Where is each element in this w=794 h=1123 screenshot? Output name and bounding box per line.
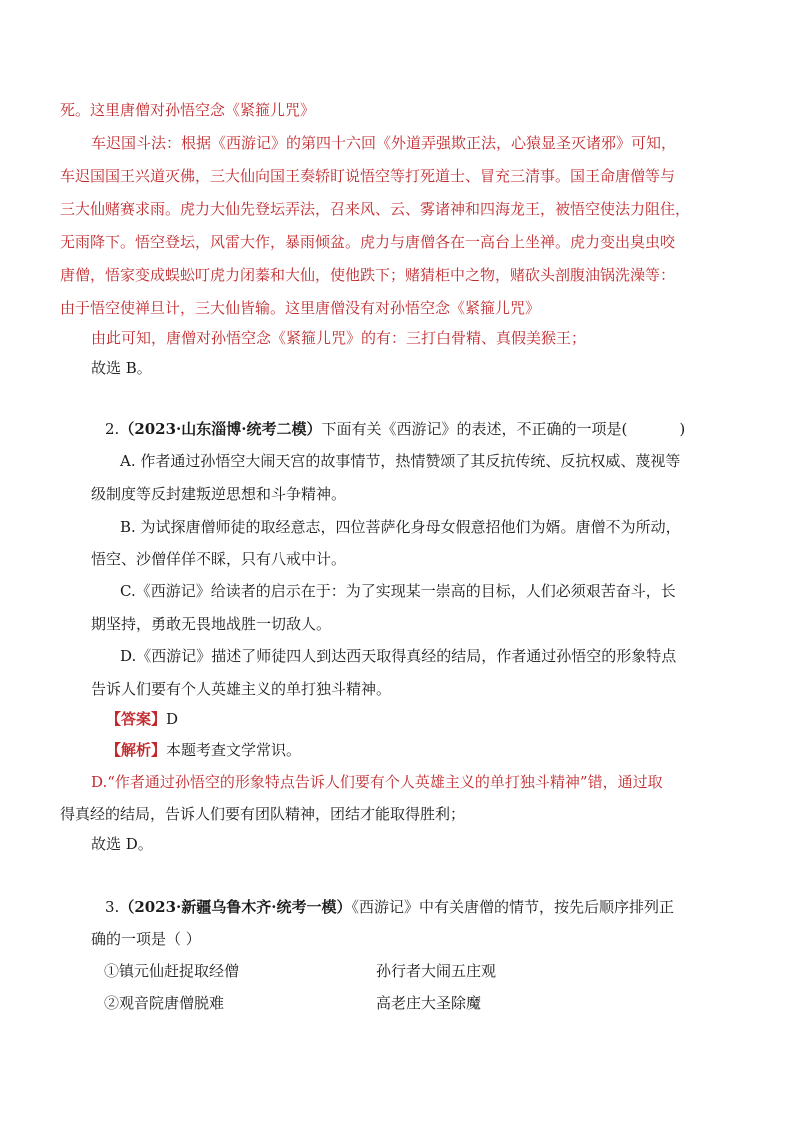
analysis-line: 死。这里唐僧对孙悟空念《紧箍儿咒》: [60, 101, 316, 119]
answer-value: D: [166, 710, 179, 728]
question-source: （2023·新疆乌鲁木齐·统考一模）: [119, 898, 352, 916]
question-3-stem: [105, 896, 674, 918]
analysis-line: 无雨降下。悟空登坛，风雷大作，暴雨倾盆。虎力与唐僧各在一高台上坐禅。虎力变出臭虫咬: [60, 233, 676, 251]
item-2-left: ②观音院唐僧脱难: [104, 994, 225, 1012]
option-d: D.《西游记》描述了师徒四人到达西天取得真经的结局，作者通过孙悟空的形象特点: [120, 647, 677, 665]
option-d-cont: 告诉人们要有个人英雄主义的单打独斗精神。: [91, 680, 392, 698]
item-2-right: 高老庄大圣除魔: [376, 994, 482, 1012]
question-number: 3.: [105, 898, 120, 916]
analysis-line: 三大仙赌赛求雨。虎力大仙先登坛弄法，召来风、云、雾诸神和四海龙王，被悟空使法力阻住，: [60, 200, 691, 218]
analysis-line: 车迟国国王兴道灭佛，三大仙向国王奏轿盯说悟空等打死道士、冒充三清事。国王命唐僧等与: [60, 167, 676, 185]
option-a-cont: 级制度等反封建叛逆思想和斗争精神。: [91, 485, 347, 503]
analysis-header-line: [106, 739, 301, 761]
question-3-stem-cont: 确的一项是（ ）: [91, 930, 201, 948]
answer-tag: 【答案】: [106, 710, 167, 728]
analysis-line: 唐僧，悟家变成蜈蚣叮虎力闭蓁和大仙，使他跌下；赌猜柜中之物，赌砍头剖腹油锅洗澡等：: [60, 266, 676, 284]
conclusion-line: 故选 D。: [91, 835, 153, 853]
analysis-line: 由于悟空使禅旦计，三大仙皆输。这里唐僧没有对孙悟空念《紧箍儿咒》: [60, 299, 541, 317]
analysis-line: 由此可知，唐僧对孙悟空念《紧箍儿咒》的有：三打白骨精、真假美猴王；: [91, 329, 587, 347]
question-number: 2.: [105, 420, 120, 438]
option-a: A. 作者通过孙悟空大闹天宫的故事情节，热情赞颂了其反抗传统、反抗权威、蔑视等: [120, 452, 681, 470]
item-1-left: ①镇元仙赶捉取经僧: [104, 962, 240, 980]
question-source: （2023·山东淄博·统考二模）: [119, 420, 322, 438]
question-2-stem: [105, 418, 685, 440]
analysis-line: 车迟国斗法：根据《西游记》的第四十六回《外道弄强欺正法，心猿显圣灭诸邪》可知，: [91, 134, 677, 152]
option-b: B. 为试探唐僧师徒的取经意志，四位菩萨化身母女假意招他们为婿。唐僧不为所动，: [120, 518, 681, 536]
answer-line: [106, 708, 178, 730]
question-text: 下面有关《西游记》的表述，不正确的一项是(: [321, 420, 628, 438]
analysis-tag: 【解析】: [106, 741, 167, 759]
explanation-line: D.“作者通过孙悟空的形象特点告诉人们要有个人英雄主义的单打独斗精神”错，通过取: [91, 773, 663, 791]
explanation-line: 得真经的结局，告诉人们要有团队精神，团结才能取得胜利；: [60, 805, 466, 823]
item-1-right: 孙行者大闹五庄观: [376, 962, 497, 980]
question-text: 《西游记》中有关唐僧的情节，按先后顺序排列正: [351, 898, 675, 916]
conclusion-line: 故选 B。: [91, 359, 152, 377]
option-c: C.《西游记》给读者的启示在于：为了实现某一崇高的目标，人们必须艰苦奋斗，长: [120, 582, 676, 600]
option-c-cont: 期坚持，勇敢无畏地战胜一切敌人。: [91, 615, 332, 633]
question-text-end: ): [679, 420, 686, 438]
option-b-cont: 悟空、沙僧佯佯不睬，只有八戒中计。: [91, 550, 347, 568]
analysis-text: 本题考查文学常识。: [166, 741, 302, 759]
